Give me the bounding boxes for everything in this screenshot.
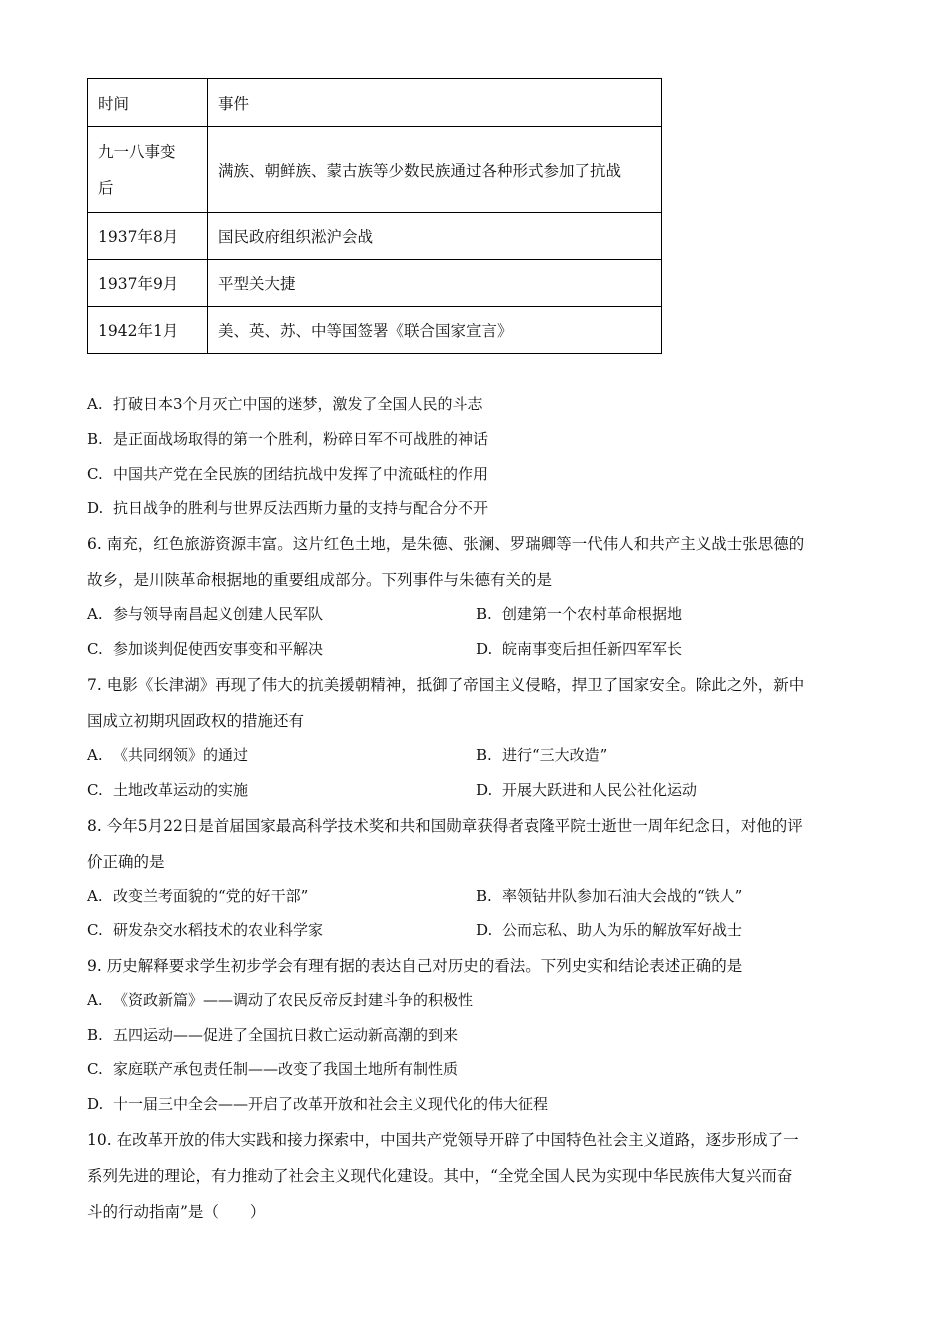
q8-option-d: D. 公而忘私、助人为乐的解放军好战士 xyxy=(476,921,743,939)
q5-option-c: C. 中国共产党在全民族的团结抗战中发挥了中流砥柱的作用 xyxy=(87,465,489,483)
q6-stem-line2: 故乡，是川陕革命根据地的重要组成部分。下列事件与朱德有关的是 xyxy=(87,571,553,589)
q6-option-d: D. 皖南事变后担任新四军军长 xyxy=(476,640,683,658)
table-row xyxy=(88,127,662,213)
table-row xyxy=(88,307,662,354)
q8-option-c: C. 研发杂交水稻技术的农业科学家 xyxy=(87,921,324,939)
row-time: 1942年1月 xyxy=(88,307,208,354)
q10-stem-line1: 10. 在改革开放的伟大实践和接力探索中，中国共产党领导开辟了中国特色社会主义道路，逐步形成了一 xyxy=(87,1131,799,1149)
q7-option-a: A. 《共同纲领》的通过 xyxy=(87,746,249,764)
q9-option-d: D. 十一届三中全会——开启了改革开放和社会主义现代化的伟大征程 xyxy=(87,1095,549,1113)
row-event: 平型关大捷 xyxy=(208,260,662,307)
q7-option-c: C. 土地改革运动的实施 xyxy=(87,781,249,799)
row-event: 满族、朝鲜族、蒙古族等少数民族通过各种形式参加了抗战 xyxy=(208,127,662,213)
q8-option-b: B. 率领钻井队参加石油大会战的“铁人” xyxy=(476,887,743,905)
header-time: 时间 xyxy=(88,79,208,127)
q10-stem-line2: 系列先进的理论，有力推动了社会主义现代化建设。其中，“全党全国人民为实现中华民族伟大复兴而奋 xyxy=(87,1167,793,1185)
row-time: 1937年8月 xyxy=(88,213,208,260)
row-event: 国民政府组织淞沪会战 xyxy=(208,213,662,260)
q6-option-c: C. 参加谈判促使西安事变和平解决 xyxy=(87,640,324,658)
q9-option-c: C. 家庭联产承包责任制——改变了我国土地所有制性质 xyxy=(87,1060,459,1078)
row-time-line1: 九一八事变 xyxy=(98,142,176,161)
table-header-row xyxy=(88,79,662,127)
q9-option-b: B. 五四运动——促进了全国抗日救亡运动新高潮的到来 xyxy=(87,1026,459,1044)
row-time-line2: 后 xyxy=(98,178,114,197)
row-event: 美、英、苏、中等国签署《联合国家宣言》 xyxy=(208,307,662,354)
header-event: 事件 xyxy=(208,79,662,127)
q5-option-b: B. 是正面战场取得的第一个胜利，粉碎日军不可战胜的神话 xyxy=(87,430,489,448)
q5-option-a: A. 打破日本3个月灭亡中国的迷梦，激发了全国人民的斗志 xyxy=(87,395,483,413)
q9-stem-line1: 9. 历史解释要求学生初步学会有理有据的表达自己对历史的看法。下列史实和结论表述正确的是 xyxy=(87,957,743,975)
q7-stem-line1: 7. 电影《长津湖》再现了伟大的抗美援朝精神，抵御了帝国主义侵略，捍卫了国家安全。除此之外，新中 xyxy=(87,676,805,694)
table-row xyxy=(88,213,662,260)
q7-option-d: D. 开展大跃进和人民公社化运动 xyxy=(476,781,698,799)
events-table xyxy=(87,78,662,354)
q6-option-b: B. 创建第一个农村革命根据地 xyxy=(476,605,683,623)
q8-stem-line2: 价正确的是 xyxy=(87,853,165,871)
q7-stem-line2: 国成立初期巩固政权的措施还有 xyxy=(87,712,305,730)
q9-option-a: A. 《资政新篇》——调动了农民反帝反封建斗争的积极性 xyxy=(87,991,474,1009)
q7-option-b: B. 进行“三大改造” xyxy=(476,746,608,764)
row-time: 1937年9月 xyxy=(88,260,208,307)
q8-option-a: A. 改变兰考面貌的“党的好干部” xyxy=(87,887,309,905)
q6-stem-line1: 6. 南充，红色旅游资源丰富。这片红色土地，是朱德、张澜、罗瑞卿等一代伟人和共产主义战士张思德的 xyxy=(87,535,805,553)
q6-option-a: A. 参与领导南昌起义创建人民军队 xyxy=(87,605,324,623)
q10-stem-line3: 斗的行动指南”是（ ） xyxy=(87,1203,266,1221)
table-row xyxy=(88,260,662,307)
row-time xyxy=(88,127,208,213)
q5-option-d: D. 抗日战争的胜利与世界反法西斯力量的支持与配合分不开 xyxy=(87,499,489,517)
q8-stem-line1: 8. 今年5月22日是首届国家最高科学技术奖和共和国勋章获得者袁隆平院士逝世一周年纪念日，对他的评 xyxy=(87,817,803,835)
